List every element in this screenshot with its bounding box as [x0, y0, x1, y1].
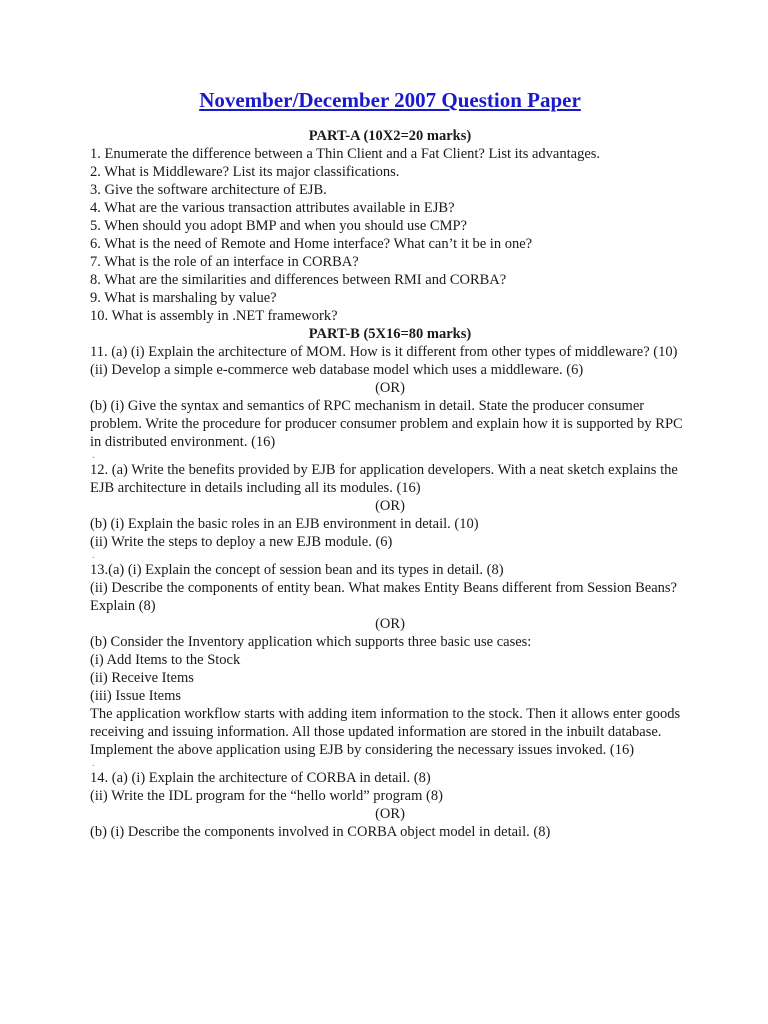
q13-separator: .	[92, 758, 95, 770]
q13-use-case-2: (ii) Receive Items	[90, 670, 194, 687]
part-a-questions	[90, 145, 690, 325]
paper-title: November/December 2007 Question Paper	[199, 88, 581, 112]
question-1: 1. Enumerate the difference between a Thin Client and a Fat Client? List its advantages.	[90, 146, 601, 163]
q13-b-text: The application workflow starts with adding item information to the stock. Then it allows enter goods receiving and issuing information. All those updated information are stored in the inbuilt database. Implement the above application using EJB by considering the necessary issues invoked. (16)	[90, 706, 681, 759]
q11-separator: .	[92, 450, 95, 462]
q13-a-i: 13.(a) (i) Explain the concept of session bean and its types in detail. (8)	[90, 562, 504, 579]
q12-or: (OR)	[375, 498, 405, 515]
question-11	[90, 343, 690, 461]
q13-use-case-1: (i) Add Items to the Stock	[90, 652, 241, 669]
q14-or: (OR)	[375, 806, 405, 823]
q13-or: (OR)	[375, 616, 405, 633]
question-9: 9. What is marshaling by value?	[90, 290, 277, 307]
part-a-heading: PART-A (10X2=20 marks)	[308, 128, 472, 145]
question-3: 3. Give the software architecture of EJB.	[90, 182, 327, 199]
q11-or: (OR)	[375, 380, 405, 397]
q14-a-ii: (ii) Write the IDL program for the “hello world” program (8)	[90, 788, 443, 805]
question-4: 4. What are the various transaction attributes available in EJB?	[90, 200, 455, 217]
q13-use-case-3: (iii) Issue Items	[90, 688, 182, 705]
question-14	[90, 769, 690, 841]
q12-a: 12. (a) Write the benefits provided by EJB for application developers. With a neat sketch explains the EJB architecture in details including all its modules. (16)	[90, 462, 678, 497]
q13-a-ii: (ii) Describe the components of entity bean. What makes Entity Beans different from Session Beans? Explain (8)	[90, 580, 677, 615]
question-2: 2. What is Middleware? List its major classifications.	[90, 164, 400, 181]
q11-a-ii: (ii) Develop a simple e-commerce web database model which uses a middleware. (6)	[90, 362, 584, 379]
q12-b-ii: (ii) Write the steps to deploy a new EJB module. (6)	[90, 534, 393, 551]
question-13	[90, 561, 690, 769]
q11-a-i: 11. (a) (i) Explain the architecture of MOM. How is it different from other types of middleware? (10)	[90, 344, 678, 361]
q14-b-i: (b) (i) Describe the components involved in CORBA object model in detail. (8)	[90, 824, 551, 841]
part-b-heading: PART-B (5X16=80 marks)	[308, 326, 472, 343]
q12-b-i: (b) (i) Explain the basic roles in an EJB environment in detail. (10)	[90, 516, 479, 533]
q12-separator: .	[92, 550, 95, 562]
q14-a-i: 14. (a) (i) Explain the architecture of CORBA in detail. (8)	[90, 770, 431, 787]
question-5: 5. When should you adopt BMP and when you should use CMP?	[90, 218, 467, 235]
question-12	[90, 461, 690, 561]
question-10: 10. What is assembly in .NET framework?	[90, 308, 338, 325]
q13-b: (b) Consider the Inventory application which supports three basic use cases:	[90, 634, 532, 651]
question-paper	[90, 88, 690, 841]
q11-b-i: (b) (i) Give the syntax and semantics of RPC mechanism in detail. State the producer consumer problem. Write the procedure for producer consumer problem and explain how it is supported by RPC in distributed environment. (16)	[90, 398, 683, 451]
question-7: 7. What is the role of an interface in CORBA?	[90, 254, 359, 271]
question-6: 6. What is the need of Remote and Home interface? What can’t it be in one?	[90, 236, 533, 253]
question-8: 8. What are the similarities and differences between RMI and CORBA?	[90, 272, 507, 289]
